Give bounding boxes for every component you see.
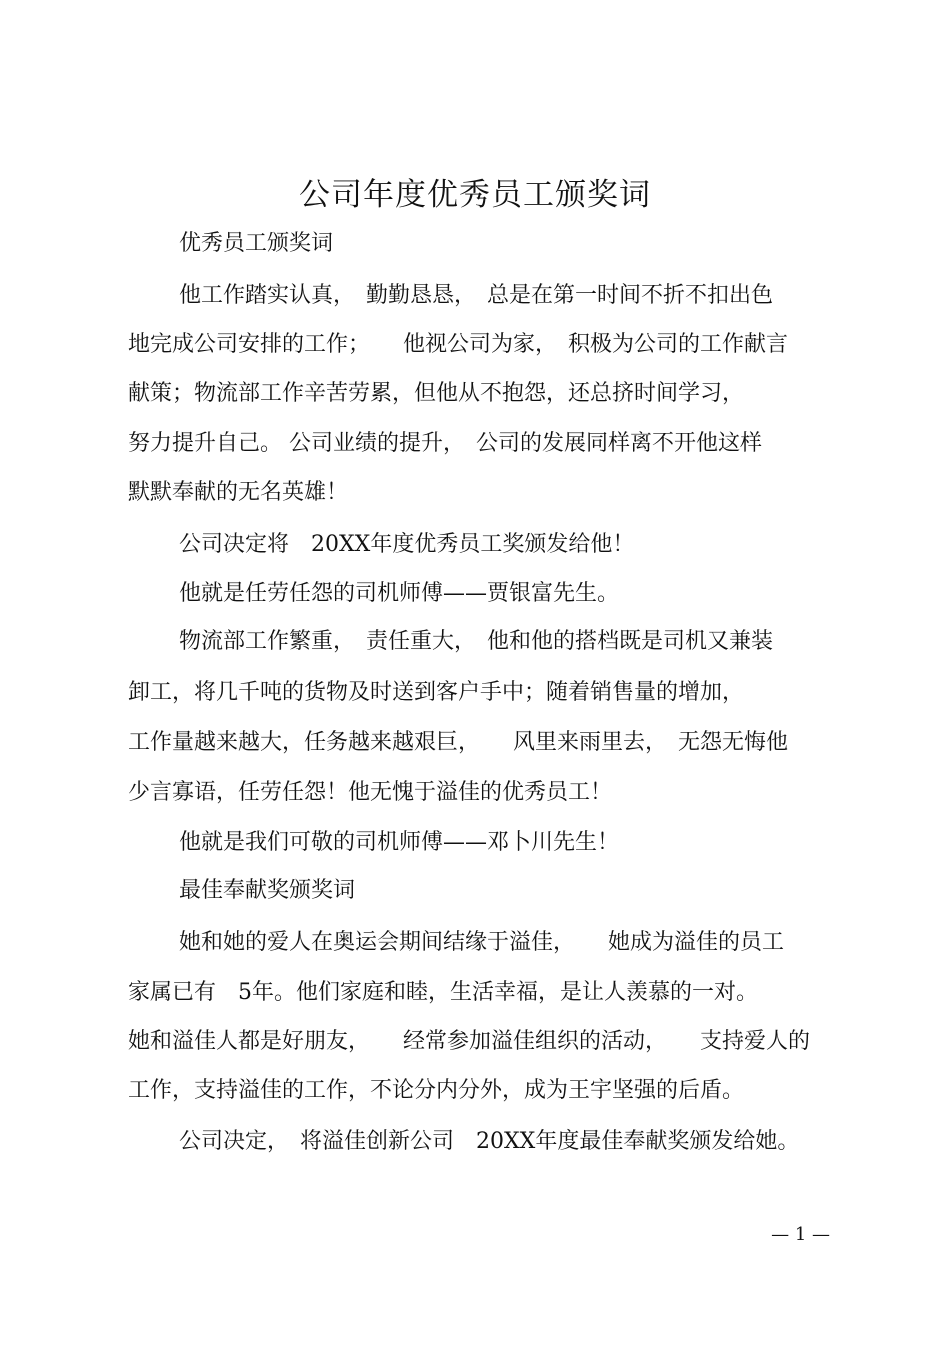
- paragraph-line: 工作，支持溢佳的工作，不论分内分外，成为王宇坚强的后盾。: [128, 1078, 745, 1103]
- paragraph-line: 他工作踏实认真， 勤勤恳恳， 总是在第一时间不折不扣出色: [179, 283, 774, 308]
- page-number: — 1 —: [771, 1224, 830, 1245]
- section-heading-outstanding-employee: 优秀员工颁奖词: [179, 231, 334, 256]
- paragraph-line: 少言寡语，任劳任怨！他无愧于溢佳的优秀员工！: [128, 780, 613, 805]
- paragraph-line: 公司决定， 将溢佳创新公司 20XX年度最佳奉献奖颁发给她。: [179, 1129, 800, 1154]
- document-title: 公司年度优秀员工颁奖词: [299, 177, 651, 213]
- paragraph-line: 他就是我们可敬的司机师傅——邓卜川先生！: [179, 830, 620, 855]
- paragraph-line: 公司决定将 20XX年度优秀员工奖颁发给他！: [179, 532, 635, 557]
- paragraph-line: 默默奉献的无名英雄！: [128, 480, 349, 505]
- paragraph-line: 献策；物流部工作辛苦劳累，但他从不抱怨，还总挤时间学习，: [128, 381, 745, 406]
- section-heading-best-contribution: 最佳奉献奖颁奖词: [179, 878, 356, 903]
- paragraph-line: 工作量越来越大，任务越来越艰巨， 风里来雨里去， 无怨无悔他: [128, 730, 789, 755]
- paragraph-line: 地完成公司安排的工作； 他视公司为家， 积极为公司的工作献言: [128, 332, 789, 357]
- paragraph-line: 她和她的爱人在奥运会期间结缘于溢佳， 她成为溢佳的员工: [179, 930, 785, 955]
- paragraph-line: 她和溢佳人都是好朋友， 经常参加溢佳组织的活动， 支持爱人的: [128, 1029, 811, 1054]
- paragraph-line: 家属已有 5年。他们家庭和睦，生活幸福，是让人羡慕的一对。: [128, 980, 758, 1005]
- paragraph-line: 卸工，将几千吨的货物及时送到客户手中；随着销售量的增加，: [128, 680, 745, 705]
- paragraph-line: 物流部工作繁重， 责任重大， 他和他的搭档既是司机又兼装: [179, 629, 774, 654]
- paragraph-line: 努力提升自己。 公司业绩的提升， 公司的发展同样离不开他这样: [128, 431, 762, 456]
- paragraph-line: 他就是任劳任怨的司机师傅——贾银富先生。: [179, 581, 620, 606]
